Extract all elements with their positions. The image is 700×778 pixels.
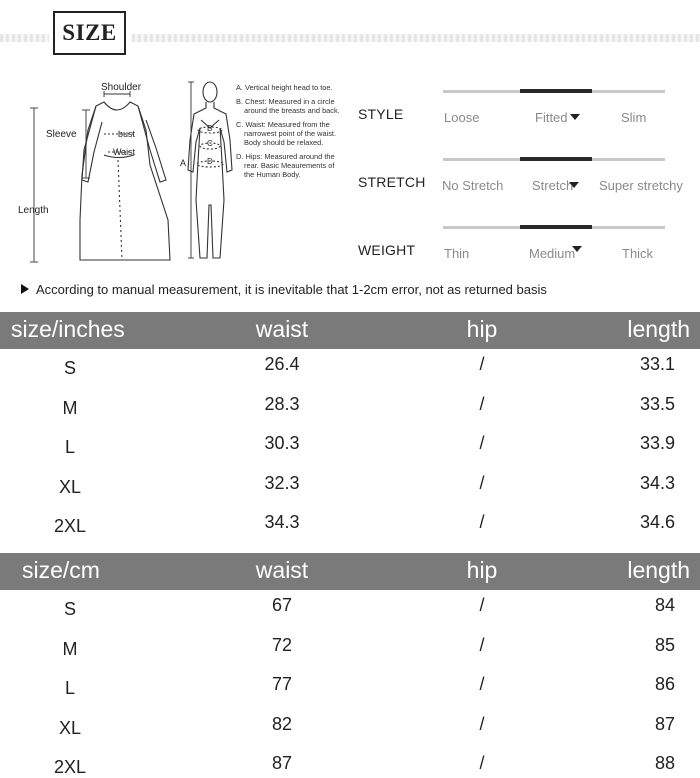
table-row [0, 709, 700, 749]
header-length: length [627, 557, 690, 583]
stretch-option-stretch: Stretch [532, 178, 579, 193]
header-waist: waist [255, 316, 309, 342]
table-row [0, 389, 700, 429]
style-track-selected [520, 89, 592, 93]
stretch-track-selected [520, 157, 592, 161]
table-row [0, 468, 700, 508]
cell-waist: 67 [271, 595, 293, 615]
weight-label: WEIGHT [358, 242, 416, 258]
shoulder-label: Shoulder [101, 82, 142, 93]
stretch-option-no-stretch: No Stretch [442, 178, 504, 193]
waist-label: Waist [113, 147, 136, 157]
cell-hip: / [479, 634, 485, 655]
measurement-notes [236, 83, 340, 184]
weight-scale [358, 226, 688, 266]
figure-label-a: A [180, 158, 187, 168]
table-row [0, 748, 700, 778]
stretch-track [443, 158, 665, 161]
cell-size: 2XL [53, 757, 87, 777]
cell-size: L [64, 437, 76, 457]
note-height: A. Vertical height head to toe. [236, 83, 333, 92]
cell-size: XL [58, 476, 82, 497]
cell-size: 2XL [53, 516, 87, 536]
cell-length: 33.5 [639, 393, 675, 414]
play-triangle-icon [21, 284, 29, 294]
cell-hip: / [479, 354, 485, 374]
bust-label: bust [118, 129, 136, 139]
cell-length: 87 [654, 713, 675, 734]
weight-option-medium: Medium [529, 246, 582, 261]
measurement-disclaimer: According to manual measurement, it is inevitable that 1-2cm error, not as returned basis [21, 282, 547, 297]
weight-track-selected [520, 225, 592, 229]
style-option-slim: Slim [621, 110, 647, 125]
sleeve-label: Sleeve [46, 129, 77, 140]
cell-length: 33.9 [639, 433, 675, 453]
style-option-fitted: Fitted [535, 110, 580, 125]
weight-option-thick: Thick [622, 246, 654, 261]
cell-size: M [62, 397, 78, 418]
cell-waist: 32.3 [264, 472, 300, 493]
header-length: length [627, 316, 690, 342]
weight-track [443, 226, 665, 229]
cell-size: XL [58, 717, 82, 738]
cell-waist: 28.3 [264, 393, 300, 414]
note-chest: B. Chest: Measured in a circle around the breasts and back. [236, 97, 340, 115]
cell-length: 33.1 [639, 354, 675, 374]
cell-size: L [64, 678, 76, 698]
cell-hip: / [479, 433, 485, 453]
cell-hip: / [479, 713, 485, 734]
cell-waist: 34.3 [264, 512, 300, 532]
size-table-inches [0, 312, 700, 547]
stretch-label: STRETCH [358, 174, 426, 190]
table-row [0, 428, 700, 468]
cell-size: S [63, 599, 77, 619]
cell-size: S [63, 358, 77, 378]
figure-label-b: B [207, 124, 213, 133]
cell-length: 84 [654, 595, 675, 615]
style-option-loose: Loose [444, 110, 480, 125]
cell-length: 86 [654, 674, 675, 694]
weight-option-thin: Thin [444, 246, 470, 261]
cell-hip: / [479, 512, 485, 532]
cell-hip: / [479, 595, 485, 615]
header-size: size/inches [11, 316, 125, 342]
style-label: STYLE [358, 106, 404, 122]
stretch-option-super-stretchy: Super stretchy [599, 178, 683, 193]
figure-label-c: C [207, 139, 213, 148]
cell-length: 34.3 [639, 472, 675, 493]
note-hips: D. Hips: Measured around the rear. Basic Meaurements of the Human Body. [236, 152, 335, 179]
selected-caret-icon [570, 114, 580, 120]
cell-waist: 72 [271, 634, 293, 655]
cell-waist: 82 [271, 713, 293, 734]
cell-size: M [62, 638, 78, 659]
cell-hip: / [479, 393, 485, 414]
cell-waist: 87 [271, 753, 293, 773]
cell-hip: / [479, 472, 485, 493]
measurement-diagram [0, 70, 345, 275]
length-label: Length [18, 205, 49, 216]
table-row [0, 669, 700, 709]
selected-caret-icon [572, 246, 582, 252]
table-row [0, 630, 700, 670]
cell-length: 34.6 [639, 512, 675, 532]
figure-label-d: D [207, 157, 213, 166]
header-size: size/cm [22, 557, 100, 583]
table-header [0, 312, 700, 349]
note-waist: C. Waist: Measured from the narrowest point of the waist. Body should be relaxed. [236, 120, 337, 147]
header-waist: waist [255, 557, 309, 583]
stretch-scale [358, 158, 688, 198]
cell-length: 88 [654, 753, 675, 773]
header-hip: hip [466, 316, 498, 342]
cell-hip: / [479, 674, 485, 694]
table-row [0, 349, 700, 389]
table-row [0, 590, 700, 630]
cell-waist: 77 [271, 674, 293, 694]
table-header [0, 553, 700, 590]
style-track [443, 90, 665, 93]
size-table-cm [0, 553, 700, 778]
cell-hip: / [479, 753, 485, 773]
cell-length: 85 [654, 634, 675, 655]
style-scale [358, 90, 688, 130]
selected-caret-icon [569, 182, 579, 188]
cell-waist: 30.3 [264, 433, 300, 453]
size-title-box: SIZE [53, 11, 126, 55]
table-row [0, 507, 700, 547]
header-hip: hip [466, 557, 498, 583]
cell-waist: 26.4 [264, 354, 300, 374]
